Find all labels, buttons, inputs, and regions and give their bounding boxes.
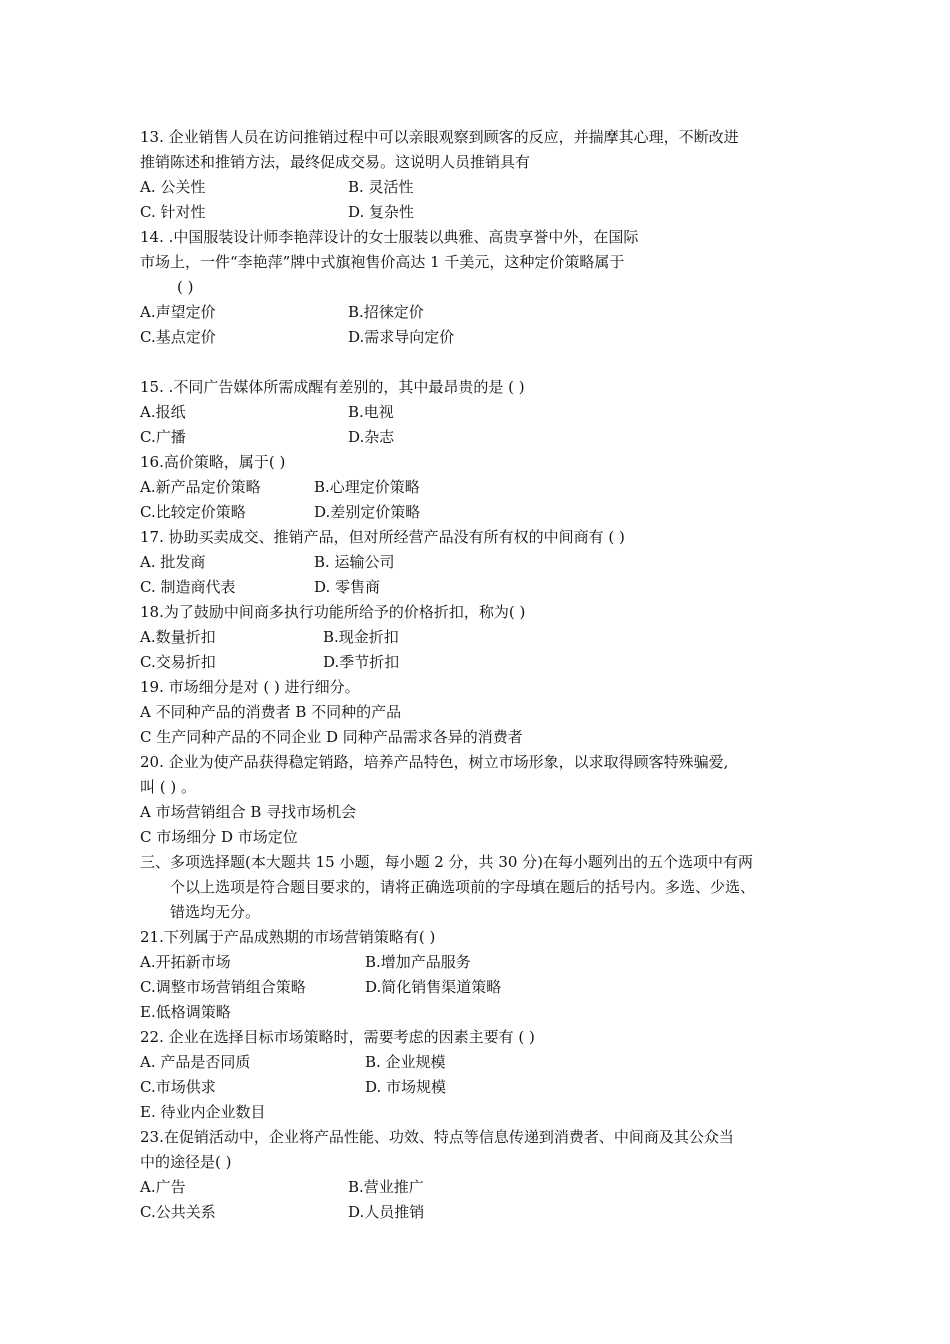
q21-stem: 21.下列属于产品成熟期的市场营销策略有( ) — [140, 928, 436, 946]
q19-options-ab: A 不同种产品的消费者 B 不同种的产品 — [140, 703, 402, 721]
q15-option-b: B.电视 — [348, 403, 394, 421]
q14-stem-line2: 市场上，一件“李艳萍”牌中式旗袍售价高达 1 千美元，这种定价策略属于 — [140, 253, 625, 271]
q16-option-d: D.差别定价策略 — [314, 503, 421, 521]
q20-stem-line1: 20. 企业为使产品获得稳定销路，培养产品特色，树立市场形象，以求取得顾客特殊骗爱, — [140, 753, 729, 771]
q21-option-b: B.增加产品服务 — [365, 953, 471, 971]
q21-option-e: E.低格调策略 — [140, 1003, 231, 1021]
q22-option-e: E. 待业内企业数目 — [140, 1103, 266, 1121]
q21-option-a: A.开拓新市场 — [140, 953, 231, 971]
q13-option-c: C. 针对性 — [140, 203, 206, 221]
q18-option-a: A.数量折扣 — [140, 628, 216, 646]
section3-heading-line3: 错选均无分。 — [170, 903, 261, 921]
q14-option-b: B.招徕定价 — [348, 303, 424, 321]
q20-options-cd: C 市场细分 D 市场定位 — [140, 828, 298, 846]
q22-option-d: D. 市场规模 — [365, 1078, 447, 1096]
q17-option-a: A. 批发商 — [140, 553, 206, 571]
q23-stem-line1: 23.在促销活动中，企业将产品性能、功效、特点等信息传递到消费者、中间商及其公众当 — [140, 1128, 734, 1146]
q23-option-c: C.公共关系 — [140, 1203, 216, 1221]
q22-option-c: C.市场供求 — [140, 1078, 216, 1096]
q15-option-c: C.广播 — [140, 428, 186, 446]
q23-option-d: D.人员推销 — [348, 1203, 425, 1221]
q14-option-c: C.基点定价 — [140, 328, 216, 346]
q18-stem: 18.为了鼓励中间商多执行功能所给予的价格折扣，称为( ) — [140, 603, 526, 621]
q16-option-b: B.心理定价策略 — [314, 478, 420, 496]
q14-stem-line1: 14. .中国服装设计师李艳萍设计的女士服装以典雅、高贵享誉中外，在国际 — [140, 228, 639, 246]
q13-option-d: D. 复杂性 — [348, 203, 415, 221]
q21-option-c: C.调整市场营销组合策略 — [140, 978, 306, 996]
q15-option-a: A.报纸 — [140, 403, 186, 421]
q13-stem-line1: 13. 企业销售人员在访问推销过程中可以亲眼观察到顾客的反应，并揣摩其心理，不断改进 — [140, 128, 739, 146]
q23-option-b: B.营业推广 — [348, 1178, 424, 1196]
q19-stem: 19. 市场细分是对 ( ) 进行细分。 — [140, 678, 360, 696]
q22-option-a: A. 产品是否同质 — [140, 1053, 251, 1071]
q23-stem-line2: 中的途径是( ) — [140, 1153, 232, 1171]
q16-option-a: A.新产品定价策略 — [140, 478, 261, 496]
q13-stem-line2: 推销陈述和推销方法，最终促成交易。这说明人员推销具有 — [140, 153, 531, 171]
q19-options-cd: C 生产同种产品的不同企业 D 同种产品需求各异的消费者 — [140, 728, 523, 746]
q22-stem: 22. 企业在选择目标市场策略时，需要考虑的因素主要有 ( ) — [140, 1028, 535, 1046]
q17-option-c: C. 制造商代表 — [140, 578, 236, 596]
q17-stem: 17. 协助买卖成交、推销产品，但对所经营产品没有所有权的中间商有 ( ) — [140, 528, 625, 546]
q17-option-b: B. 运输公司 — [314, 553, 395, 571]
section3-heading-line2: 个以上选项是符合题目要求的，请将正确选项前的字母填在题后的括号内。多选、少选、 — [170, 878, 756, 896]
q20-stem-line2: 叫 ( ) 。 — [140, 778, 197, 796]
q21-option-d: D.简化销售渠道策略 — [365, 978, 502, 996]
q18-option-c: C.交易折扣 — [140, 653, 216, 671]
section3-heading-line1: 三、多项选择题(本大题共 15 小题，每小题 2 分，共 30 分)在每小题列出的五个选项中有两 — [140, 853, 754, 871]
q20-options-ab: A 市场营销组合 B 寻找市场机会 — [140, 803, 357, 821]
q14-option-a: A.声望定价 — [140, 303, 216, 321]
q14-option-d: D.需求导向定价 — [348, 328, 455, 346]
q18-option-d: D.季节折扣 — [323, 653, 400, 671]
q16-stem: 16.高价策略，属于( ) — [140, 453, 286, 471]
q15-stem: 15. .不同广告媒体所需成醒有差别的，其中最昂贵的是 ( ) — [140, 378, 525, 396]
q18-option-b: B.现金折扣 — [323, 628, 399, 646]
q13-option-b: B. 灵活性 — [348, 178, 414, 196]
q14-answer-blank: ( ) — [177, 278, 194, 296]
q23-option-a: A.广告 — [140, 1178, 186, 1196]
q22-option-b: B. 企业规模 — [365, 1053, 446, 1071]
q17-option-d: D. 零售商 — [314, 578, 381, 596]
q16-option-c: C.比较定价策略 — [140, 503, 246, 521]
q15-option-d: D.杂志 — [348, 428, 395, 446]
q13-option-a: A. 公关性 — [140, 178, 206, 196]
